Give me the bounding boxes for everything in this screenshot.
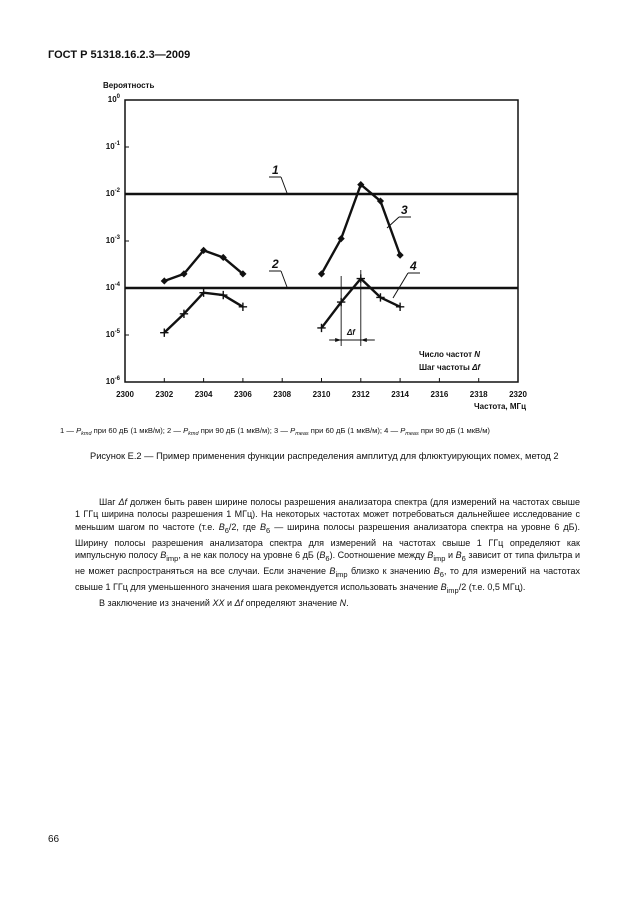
figure-caption: Рисунок Е.2 — Пример применения функции распределения амплитуд для флюктуирующих помех, метод 2 <box>90 451 559 461</box>
threshold-label-leader <box>281 177 287 193</box>
legend-subscript: meas <box>295 431 309 437</box>
x-tick-label: 2300 <box>116 390 134 399</box>
series-4-line <box>164 293 243 333</box>
legend-dash: — <box>66 426 74 435</box>
series-3-label: 3 <box>401 203 408 217</box>
legend-num: 3 <box>274 426 279 435</box>
delta-f-arrow-left <box>335 338 341 342</box>
y-tick-label: $10^{-5}$ <box>105 329 120 339</box>
series-4-point <box>396 303 404 311</box>
paragraph-step: Шаг Δf должен быть равен ширине полосы разрешения анализатора спектра (для измерений на частотах свыше 1 ГГц ширина полосы разрешения 1 МГц). На некоторых частотах может потребоваться дальнейшее исследование с меньшим шагом по частоте (т.е. $B_6/2$, где $B_6$ — ширина полосы разрешения анализатора спектра на уровне 6 дБ). Ширину полосы разрешения анализатора спектра для измерений на частотах свыше 1 ГГц определяют как импульсную полосу $B_{imp}$, а не как полосу на уровне 6 дБ $(B_6)$. Соотношение между $B_{imp}$ и $B_6$ зависит от типа фильтра и не может распространяться на все случаи. Если значение $B_{imp}$ близко к значению $B_6$, то для измерений на частотах свыше 1 ГГц для уменьшенного значения шага рекомендуется использовать значение $B_{imp}/2$ (т.е. 0,5 МГц). <box>75 497 581 595</box>
legend-item-2 <box>167 426 272 435</box>
legend-symbol: P <box>290 426 296 435</box>
y-axis-label: Вероятность <box>103 81 155 90</box>
x-tick-label: 2308 <box>273 390 292 399</box>
plot-area-frame <box>125 100 518 382</box>
paragraph-conclusion: В заключение из значений XX и Δf определяют значение N. <box>99 598 349 609</box>
x-tick-label: 2310 <box>312 390 331 399</box>
y-tick-label: $10^{-3}$ <box>105 235 120 245</box>
delta-f-arrow-right <box>361 338 367 342</box>
x-tick-label: 2304 <box>194 390 213 399</box>
x-tick-label: 2320 <box>509 390 527 399</box>
legend-item-1 <box>60 426 165 435</box>
body-text <box>75 496 580 610</box>
figure-legend <box>60 426 580 437</box>
y-tick-label: $10^{-1}$ <box>105 141 120 151</box>
x-tick-label: 2306 <box>234 390 252 399</box>
legend-num: 1 <box>60 426 65 435</box>
legend-symbol: P <box>183 426 189 435</box>
y-tick-label: $10^0$ <box>107 94 120 104</box>
x-tick-label: 2312 <box>351 390 370 399</box>
x-tick-label: 2316 <box>430 390 449 399</box>
x-axis-label: Частота, МГц <box>474 402 526 411</box>
legend-subscript: kmd <box>188 431 199 437</box>
legend-subscript: kmd <box>81 431 92 437</box>
series-4-label: 4 <box>410 259 417 273</box>
count-annotation: Число частот N <box>419 350 481 359</box>
legend-symbol: P <box>76 426 82 435</box>
y-tick-label: $10^{-6}$ <box>105 376 120 386</box>
page-number: 66 <box>48 834 60 845</box>
legend-text: при 60 дБ (1 мкВ/м); <box>93 426 165 435</box>
probability-chart <box>0 0 630 420</box>
legend-text: при 90 дБ (1 мкВ/м); <box>200 426 272 435</box>
legend-dash: — <box>390 426 399 435</box>
legend-item-4 <box>384 426 490 435</box>
threshold-line-label-2: 2 <box>272 257 279 271</box>
y-tick-label: $10^{-4}$ <box>105 282 120 292</box>
x-tick-label: 2318 <box>469 390 488 399</box>
legend-text: при 90 дБ (1 мкВ/м) <box>420 426 490 435</box>
document-header: ГОСТ Р 51318.16.2.3—2009 <box>48 49 191 61</box>
series-3-point <box>161 277 168 284</box>
series-3-line <box>322 185 401 274</box>
legend-text: при 60 дБ (1 мкВ/м); <box>310 426 382 435</box>
series-3-line <box>164 250 243 281</box>
x-tick-label: 2302 <box>155 390 174 399</box>
legend-num: 2 <box>167 426 172 435</box>
delta-f-label: Δf <box>346 328 355 337</box>
curve-label-leader <box>393 273 408 298</box>
series-3-point <box>397 252 404 259</box>
x-tick-label: 2314 <box>391 390 409 399</box>
count-symbol: N <box>474 350 481 359</box>
step-symbol: Δf <box>472 363 481 372</box>
legend-dash: — <box>173 426 181 435</box>
legend-num: 4 <box>384 426 389 435</box>
legend-subscript: meas <box>405 431 419 437</box>
legend-dash: — <box>280 426 288 435</box>
legend-item-3 <box>274 426 382 435</box>
threshold-label-leader <box>281 271 287 287</box>
step-annotation: Шаг частоты Δf <box>419 363 481 372</box>
y-tick-label: $10^{-2}$ <box>105 188 120 198</box>
threshold-line-label-1: 1 <box>272 163 279 177</box>
legend-symbol: P <box>400 426 406 435</box>
